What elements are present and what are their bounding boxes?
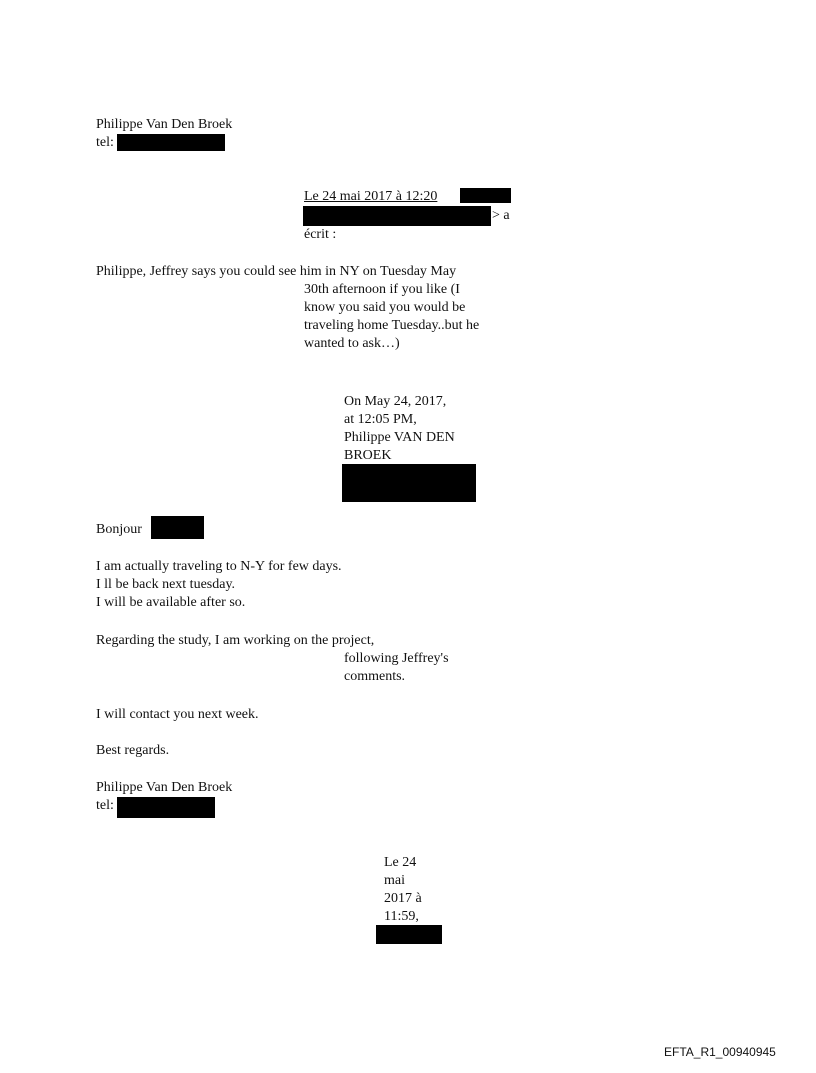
- redaction-box: [303, 206, 491, 226]
- quote-header-line: Philippe VAN DEN: [344, 430, 455, 445]
- quote-header-line: écrit :: [304, 227, 337, 242]
- body-line: I ll be back next tuesday.: [96, 577, 236, 592]
- body-line: I will be available after so.: [96, 595, 246, 610]
- document-id: EFTA_R1_00940945: [664, 1045, 776, 1059]
- body-line: I will contact you next week.: [96, 707, 259, 722]
- body-line: comments.: [344, 669, 406, 684]
- reply-line: traveling home Tuesday..but he: [304, 318, 480, 333]
- reply-line: wanted to ask…): [304, 336, 400, 351]
- body-line: I am actually traveling to N-Y for few days.: [96, 559, 342, 574]
- body-line: Regarding the study, I am working on the project,: [96, 633, 375, 648]
- reply-line: 30th afternoon if you like (I: [304, 282, 460, 297]
- reply-line: Philippe, Jeffrey says you could see him in NY on Tuesday May: [96, 264, 457, 279]
- reply-line: know you said you would be: [304, 300, 466, 315]
- signature-name: Philippe Van Den Broek: [96, 117, 233, 132]
- greeting: Bonjour: [96, 522, 142, 537]
- signature-tel-label: tel:: [96, 135, 114, 150]
- signature-name: Philippe Van Den Broek: [96, 780, 233, 795]
- quote-header-line: BROEK: [344, 448, 392, 463]
- redaction-box: [342, 464, 476, 502]
- quote-header-line: Le 24: [384, 855, 417, 870]
- closing: Best regards.: [96, 743, 170, 758]
- quote-header-line: On May 24, 2017,: [344, 394, 447, 409]
- redaction-box: [151, 516, 204, 539]
- redaction-box: [460, 188, 511, 203]
- redaction-box: [117, 134, 225, 151]
- quote-header-line: Le 24 mai 2017 à 12:20: [304, 189, 438, 204]
- quote-header-line: at 12:05 PM,: [344, 412, 417, 427]
- quote-header-line: > a: [492, 208, 510, 223]
- body-line: following Jeffrey's: [344, 651, 449, 666]
- quote-header-line: 2017 à: [384, 891, 422, 906]
- redaction-box: [117, 797, 215, 818]
- quote-header-line: mai: [384, 873, 405, 888]
- quote-header-line: 11:59,: [384, 909, 419, 924]
- redaction-box: [376, 925, 442, 944]
- signature-tel-label: tel:: [96, 798, 114, 813]
